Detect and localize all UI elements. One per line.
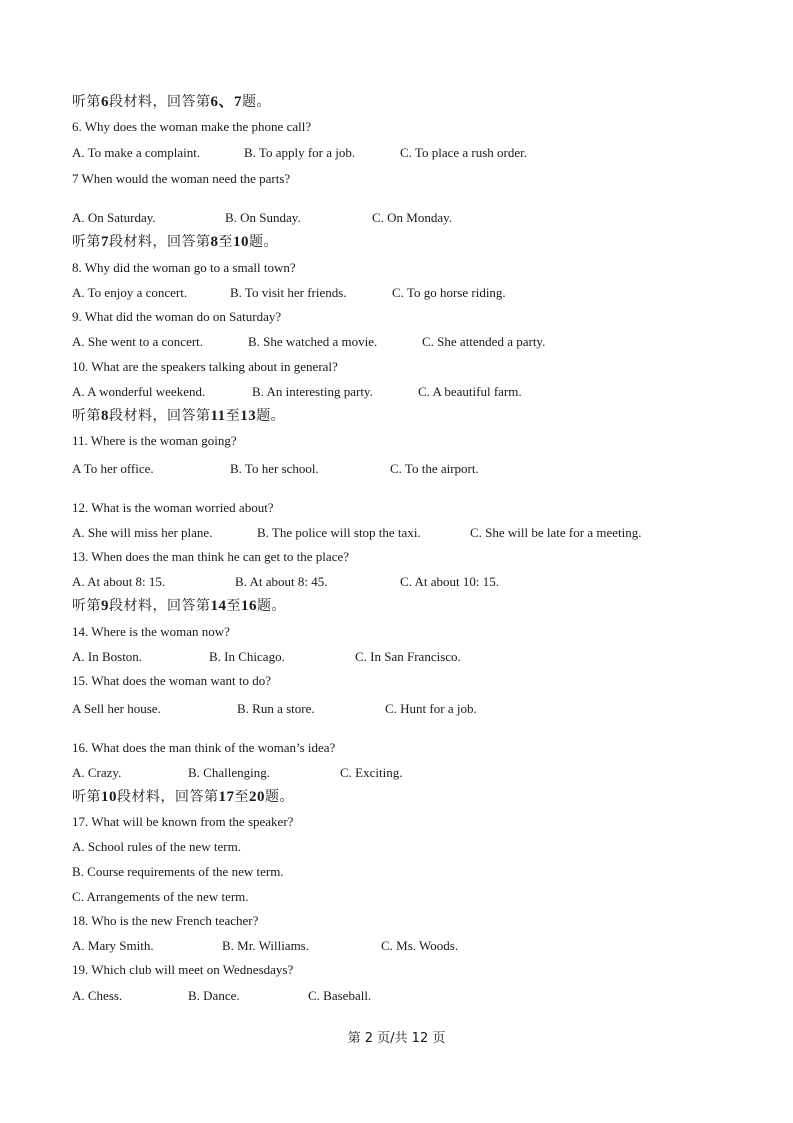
option-7a: A. On Saturday. — [72, 210, 156, 225]
option-11a: A To her office. — [72, 461, 154, 476]
question-11: 11. Where is the woman going? — [72, 433, 237, 448]
heading-suffix: 题。 — [257, 598, 286, 614]
heading-from: 11 — [210, 408, 226, 424]
heading-from: 8 — [210, 234, 219, 250]
option-12c: C. She will be late for a meeting. — [470, 525, 642, 540]
heading-middle: 段材料，回答第 — [109, 94, 211, 110]
heading-suffix: 题。 — [265, 789, 294, 805]
option-18b: B. Mr. Williams. — [222, 938, 309, 953]
option-13b: B. At about 8: 45. — [235, 574, 328, 589]
option-10c: C. A beautiful farm. — [418, 384, 522, 399]
option-15c: C. Hunt for a job. — [385, 701, 477, 716]
heading-to-word: 至 — [218, 234, 233, 250]
question-12: 12. What is the woman worried about? — [72, 500, 274, 515]
option-13a: A. At about 8: 15. — [72, 574, 166, 589]
option-16a: A. Crazy. — [72, 765, 122, 780]
option-12a: A. She will miss her plane. — [72, 525, 213, 540]
section-heading-6 — [72, 94, 271, 110]
option-11b: B. To her school. — [230, 461, 319, 476]
heading-number: 10 — [101, 789, 117, 805]
heading-to: 10 — [233, 234, 249, 250]
option-17a: A. School rules of the new term. — [72, 839, 241, 854]
heading-suffix: 题。 — [242, 94, 272, 110]
option-8a: A. To enjoy a concert. — [72, 285, 188, 300]
section-heading-9 — [72, 598, 286, 614]
heading-range: 6、7 — [210, 94, 243, 110]
option-13c: C. At about 10: 15. — [400, 574, 499, 589]
question-18: 18. Who is the new French teacher? — [72, 913, 259, 928]
option-19a: A. Chess. — [72, 988, 123, 1003]
heading-to: 16 — [241, 598, 257, 614]
heading-prefix: 听第 — [72, 789, 101, 805]
section-heading-10 — [72, 789, 294, 805]
section-heading-7 — [72, 234, 278, 250]
option-11c: C. To the airport. — [390, 461, 479, 476]
option-19c: C. Baseball. — [308, 988, 372, 1003]
heading-to-word: 至 — [225, 408, 241, 424]
option-6b: B. To apply for a job. — [244, 145, 356, 160]
page-number-footer: 第 2 页/共 12 页 — [347, 1031, 446, 1046]
option-10a: A. A wonderful weekend. — [72, 384, 206, 399]
question-17: 17. What will be known from the speaker? — [72, 814, 294, 829]
option-7b: B. On Sunday. — [225, 210, 301, 225]
option-9a: A. She went to a concert. — [72, 334, 204, 349]
heading-suffix: 题。 — [249, 234, 278, 250]
heading-to-word: 至 — [234, 789, 249, 805]
option-18a: A. Mary Smith. — [72, 938, 154, 953]
option-15a: A Sell her house. — [72, 701, 161, 716]
option-18c: C. Ms. Woods. — [381, 938, 459, 953]
option-9b: B. She watched a movie. — [248, 334, 378, 349]
option-6a: A. To make a complaint. — [72, 145, 201, 160]
option-14b: B. In Chicago. — [209, 649, 285, 664]
heading-number: 6 — [101, 94, 109, 110]
heading-middle: 段材料，回答第 — [109, 234, 211, 250]
question-7: 7 When would the woman need the parts? — [72, 171, 291, 186]
option-16c: C. Exciting. — [340, 765, 403, 780]
heading-to-word: 至 — [226, 598, 241, 614]
question-6: 6. Why does the woman make the phone call? — [72, 119, 312, 134]
option-12b: B. The police will stop the taxi. — [257, 525, 421, 540]
option-14a: A. In Boston. — [72, 649, 143, 664]
question-14: 14. Where is the woman now? — [72, 624, 230, 639]
option-7c: C. On Monday. — [372, 210, 453, 225]
option-9c: C. She attended a party. — [422, 334, 546, 349]
heading-from: 17 — [218, 789, 235, 805]
option-17b: B. Course requirements of the new term. — [72, 864, 284, 879]
heading-to: 13 — [240, 408, 257, 424]
question-19: 19. Which club will meet on Wednesdays? — [72, 962, 294, 977]
option-6c: C. To place a rush order. — [400, 145, 528, 160]
heading-from: 14 — [210, 598, 227, 614]
option-8b: B. To visit her friends. — [230, 285, 347, 300]
heading-prefix: 听第 — [72, 408, 101, 424]
heading-number: 7 — [101, 234, 109, 250]
question-9: 9. What did the woman do on Saturday? — [72, 309, 282, 324]
question-15: 15. What does the woman want to do? — [72, 673, 272, 688]
section-heading-8 — [72, 408, 285, 424]
option-17c: C. Arrangements of the new term. — [72, 889, 249, 904]
heading-suffix: 题。 — [256, 408, 286, 424]
question-16: 16. What does the man think of the woman’s idea? — [72, 740, 336, 755]
heading-number: 9 — [101, 598, 109, 614]
heading-middle: 段材料，回答第 — [109, 598, 211, 614]
option-10b: B. An interesting party. — [252, 384, 373, 399]
heading-middle: 段材料，回答第 — [117, 789, 219, 805]
heading-prefix: 听第 — [72, 234, 101, 250]
heading-middle: 段材料，回答第 — [109, 408, 211, 424]
option-19b: B. Dance. — [188, 988, 240, 1003]
option-14c: C. In San Francisco. — [355, 649, 461, 664]
option-16b: B. Challenging. — [188, 765, 270, 780]
question-8: 8. Why did the woman go to a small town? — [72, 260, 296, 275]
heading-prefix: 听第 — [72, 598, 101, 614]
heading-number: 8 — [101, 408, 109, 424]
question-13: 13. When does the man think he can get to the place? — [72, 549, 349, 564]
heading-prefix: 听第 — [72, 94, 101, 110]
question-10: 10. What are the speakers talking about in general? — [72, 359, 338, 374]
option-15b: B. Run a store. — [237, 701, 315, 716]
heading-to: 20 — [249, 789, 265, 805]
option-8c: C. To go horse riding. — [392, 285, 506, 300]
